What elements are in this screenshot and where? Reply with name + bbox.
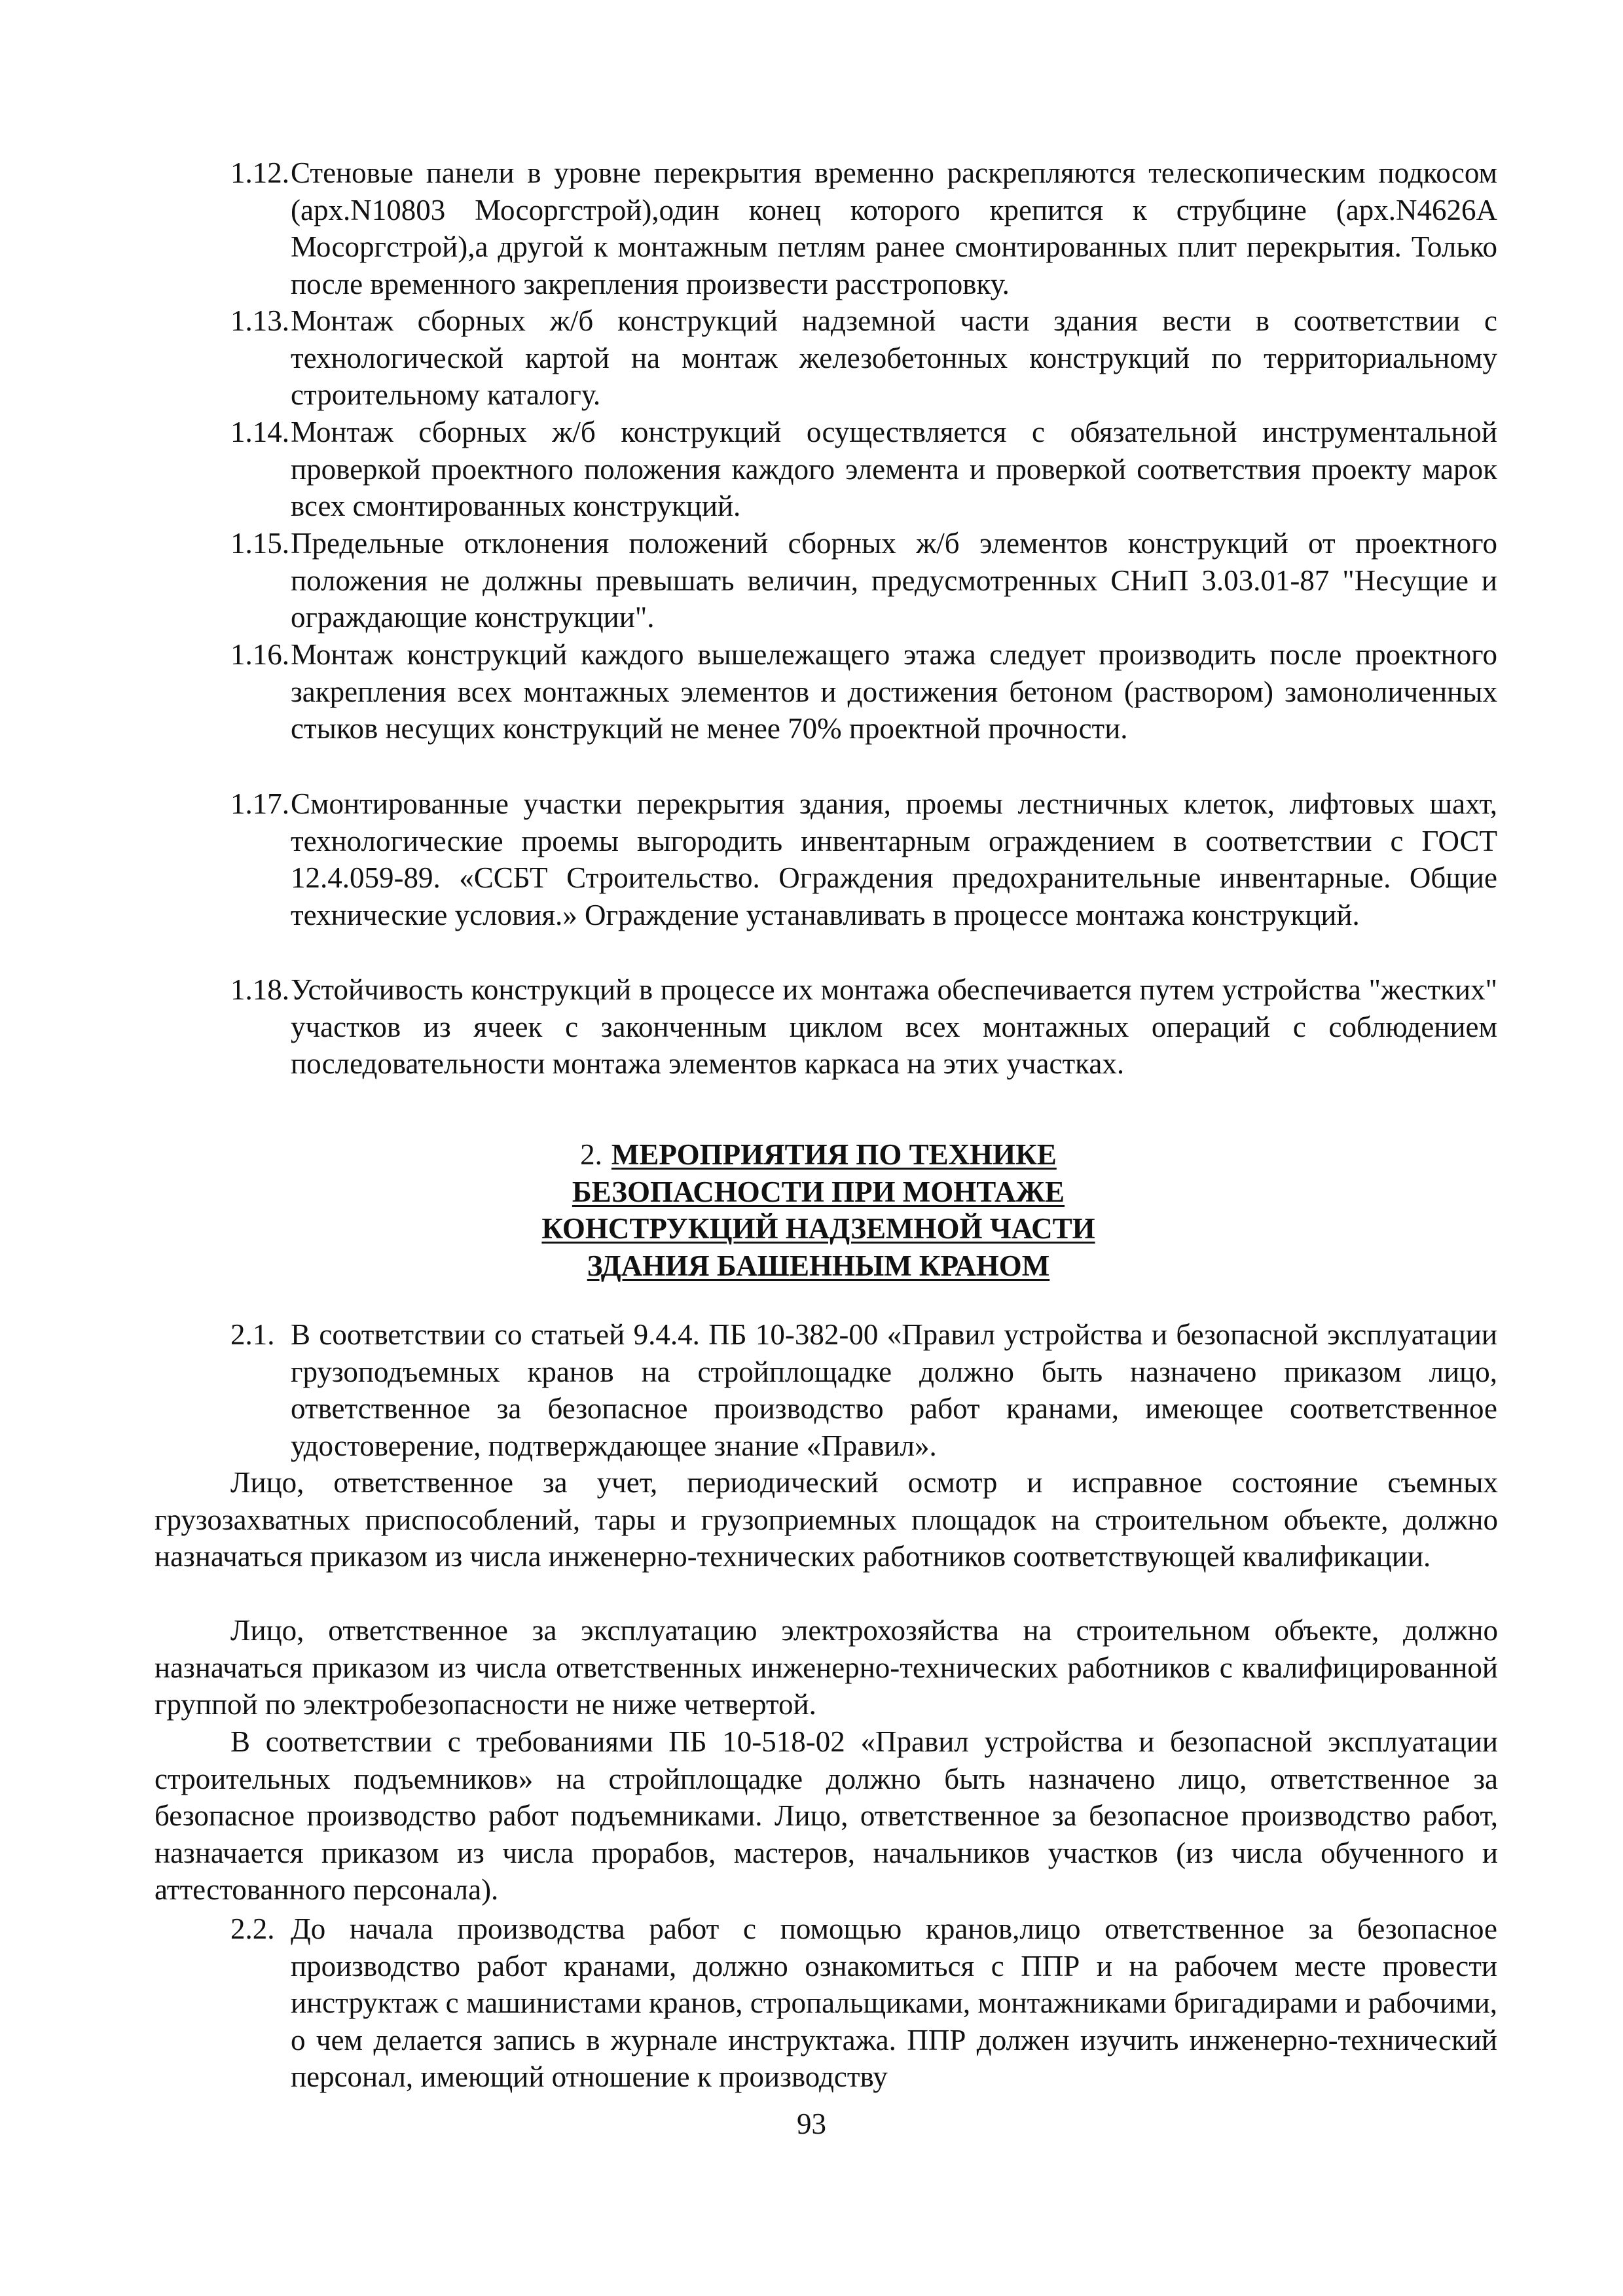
heading-line: КОНСТРУКЦИЙ НАДЗЕМНОЙ ЧАСТИ — [541, 1212, 1095, 1245]
item-text: Монтаж сборных ж/б конструкций осуществляется с обязательной инструментальной проверкой проектного положения каждого элемента и проверкой соответствия проекту марок всех смонтированных конструкций. — [291, 416, 1497, 522]
item-text: Стеновые панели в уровне перекрытия временно раскрепляются телескопическим подкосом (арх.N10803 Мосоргстрой),один конец которого крепится к струбцине (арх.N4626А Мосоргстрой),а другой к монтажным петлям ранее смонтированных плит перекрытия. Только после временного закрепления произвести расстроповку. — [291, 156, 1497, 300]
item-number: 1.17. — [230, 787, 289, 820]
item-number: 1.15. — [230, 527, 289, 560]
heading-number: 2. — [580, 1138, 602, 1171]
list-item — [230, 1910, 1497, 2096]
item-number: 1.16. — [230, 638, 289, 671]
list-item — [230, 525, 1497, 636]
list-item — [230, 971, 1497, 1083]
item-number: 2.2. — [230, 1912, 275, 1945]
list-item — [230, 414, 1497, 525]
paragraph: В соответствии с требованиями ПБ 10-518-02 «Правил устройства и безопасной эксплуатации строительных подъемников» на стройплощадке должно быть назначено лицо, ответственное за безопасное производство работ подъемниками. Лицо, ответственное за безопасное производство работ, назначается приказом из числа прорабов, мастеров, начальников участков (из числа обученного и аттестованного персонала). — [155, 1725, 1498, 1906]
item-number: 1.12. — [230, 156, 289, 189]
item-number: 1.14. — [230, 416, 289, 448]
list-item — [230, 785, 1497, 933]
paragraph: Лицо, ответственное за учет, периодический осмотр и исправное состояние съемных грузозахватных приспособлений, тары и грузоприемных площадок на строительном объекте, должно назначаться приказом из числа инженерно-технических работников соответствующей квалификации. — [155, 1466, 1498, 1573]
item-text: Монтаж сборных ж/б конструкций надземной части здания вести в соответствии с технологической картой на монтаж железобетонных конструкций по территориальному строительному каталогу. — [291, 304, 1497, 411]
item-text: Устойчивость конструкций в процессе их монтажа обеспечивается путем устройства "жестких" участков из ячеек с законченным циклом всех монтажных операций с соблюдением последовательности монтажа элементов каркаса на этих участках. — [291, 973, 1497, 1080]
page-number: 93 — [797, 2108, 826, 2140]
item-number: 1.18. — [230, 973, 289, 1006]
item-text: В соответствии со статьей 9.4.4. ПБ 10-382-00 «Правил устройства и безопасной эксплуатации грузоподъемных кранов на стройплощадке должно быть назначено приказом лицо, ответственное за безопасное производство работ кранами, имеющее соответственное удостоверение, подтверждающее знание «Правил». — [291, 1318, 1497, 1462]
list-item — [230, 1316, 1497, 1464]
list-item — [230, 636, 1497, 747]
heading-line: ЗДАНИЯ БАШЕННЫМ КРАНОМ — [587, 1249, 1050, 1282]
item-text: Смонтированные участки перекрытия здания, проемы лестничных клеток, лифтовых шахт, технологические проемы выгородить инвентарным ограждением в соответствии с ГОСТ 12.4.059-89. «ССБТ Строительство. Ограждения предохранительные инвентарные. Общие технические условия.» Ограждение устанавливать в процессе монтажа конструкций. — [291, 787, 1497, 931]
list-item — [230, 154, 1497, 302]
heading-line: МЕРОПРИЯТИЯ ПО ТЕХНИКЕ — [611, 1138, 1057, 1171]
item-text: Монтаж конструкций каждого вышележащего этажа следует производить после проектного закрепления всех монтажных элементов и достижения бетоном (раствором) замоноличенных стыков несущих конструкций не менее 70% проектной прочности. — [291, 638, 1497, 745]
item-number: 2.1. — [230, 1318, 275, 1351]
heading-line: БЕЗОПАСНОСТИ ПРИ МОНТАЖЕ — [572, 1175, 1065, 1208]
paragraph: Лицо, ответственное за эксплуатацию электрохозяйства на строительном объекте, должно назначаться приказом из числа ответственных инженерно-технических работников с квалифицированной группой по электробезопасности не ниже четвертой. — [155, 1614, 1498, 1721]
item-number: 1.13. — [230, 304, 289, 337]
item-text: Предельные отклонения положений сборных ж/б элементов конструкций от проектного положения не должны превышать величин, предусмотренных СНиП 3.03.01-87 "Несущие и ограждающие конструкции". — [291, 527, 1497, 634]
item-text: До начала производства работ с помощью кранов,лицо ответственное за безопасное производство работ кранами, должно ознакомиться с ППР и на рабочем месте провести инструктаж с машинистами кранов, стропальщиками, монтажниками бригадирами и рабочими, о чем делается запись в журнале инструктажа. ППР должен изучить инженерно-технический персонал, имеющий отношение к производству — [291, 1912, 1497, 2093]
list-item — [230, 302, 1497, 414]
section-heading — [524, 1136, 1113, 1284]
